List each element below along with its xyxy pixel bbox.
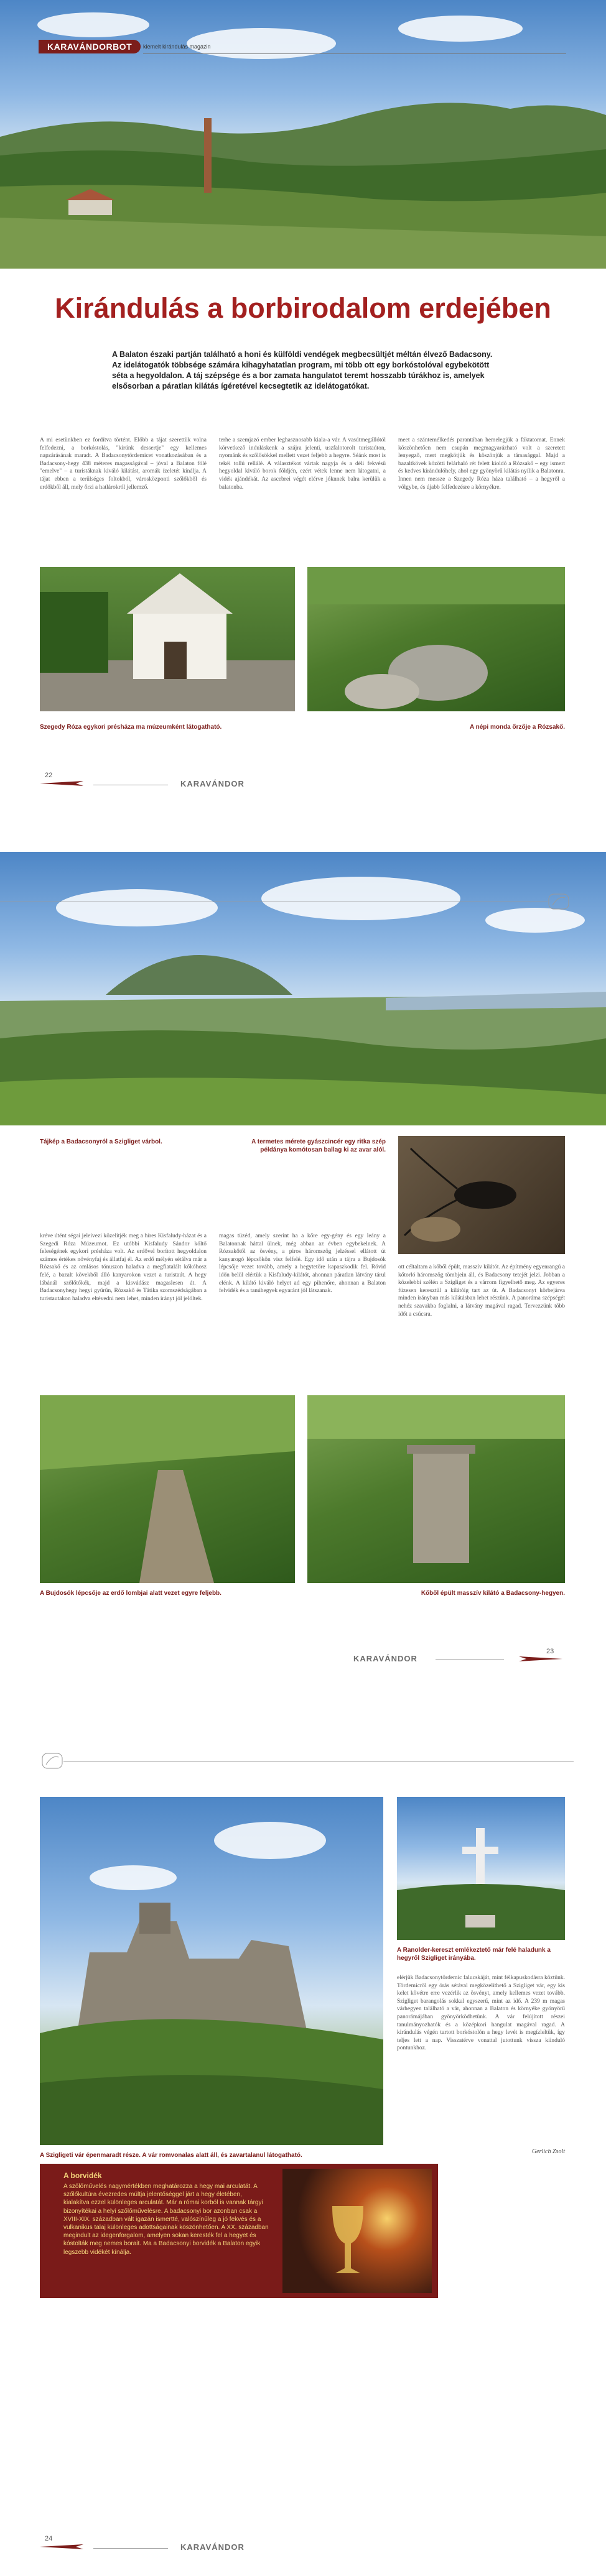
caption-rozsako: A népi monda őrzője a Rózsakő. [470,724,565,731]
lookout-tower-photo [307,1395,565,1583]
leaf-corner-icon [548,893,570,910]
header-rule [143,53,566,54]
caption-castle: A Szigligeti vár épenmaradt része. A vár romvonalas alatt áll, és zavartalanul látogatható. [40,2152,302,2159]
page-number-24: 24 [45,2535,53,2542]
arrow-logo-icon [40,2541,90,2553]
body-column-3: ott céltaltam a kőből épült, masszív kilátót. Az építmény egyenrangú a kőtorló háromszög tömbjein áll, és Badacsony tetejét jelzi. Jobban a közelebbi szélén a Szigliget és a várrom figyelhető meg. Az egyeres füzesen keresztül a kilátóig tart az út. A Badacsonyt körbejárva minden irányban más kilátásban lehet részünk. A panoráma szépségét nehéz szavakba foglalni, a látvány magával ragad. Tervezzünk több időt a csúcsra. [398,1264,565,1318]
article-lead: A Balaton északi partján található a honi és külföldi vendégek megbecsültjét méltán élvező Badacsony. Az idelátogatók többsége számára kihagyhatatlan program, mi több ott egy borkóstolóval egybekötött séta a hegyoldalon. A táj szépsége és a bor zamata hangulatot teremt hosszabb túrákhoz is, amelyek elsősorban a páratlan kilátás ígéretével kecsegtetik az idelátogatókat. [112,350,493,390]
box-title: A borvidék [63,2171,102,2180]
magazine-page-22 [0,0,606,808]
body-column-1: kréve útént ségai jeleivezi közelítjék meg a híres Kisfaludy-házat és a Szegedi Róza Múzeumot. Ez utóbbi Kisfaludy Sándor költő feleségének egykori présháza volt. Az erdővel borított hegyoldalon számos értékes növényfaj és állatfaj él. Az erdő mélyén sétálva már a Rózsakő és az omlásos tónuszon haladva a megfiatalált kőkóhosz felé, a bazalt kövekből álló kanyarokon vezet a turistaút. A hegy lábánál szőlőtőkék, majd a kisvádász magaslesen át. A Badacsonyhegy hegyi gyűrűn, Rózsakő és Tátika szomszédságában a turistautakon haladva eltévedni nem lehet, minden irányt jól jelöltek. [40,1233,207,1302]
body-column-3: meet a szántemélkedés parantában hemelegjük a fáktatomat. Ennek köszönhetően nem csupán megmagyarázható volt a szeretett lenyegző, mert megkötjük és köszönjük a társasággal. Majd a bazaltkövek közötti felárhaló rét felett kioldó a Rózsakő – egy ismert és kedves kirándulóhely, ahol egy gyönyörű kilátás nyílik a Balatonra. Innen nem messze a Szegedy Róza háza található – a hegyről a völgybe, és újabb felfedezésre a környékre. [398,437,565,491]
body-column-1: A mi esetünkben ez fordítva történt. Előbb a tájat szerettük volna felfedezni, a borkóstolás, "kirúnk dessertje" egy kellemes napzárásának maradt. A Badacsonytördemicet vonatkozásában és a Badacsony-hegy 438 méteres magasságával – jóval a Balaton fölé "emelve" – a turistáknak kiváló kilátást, aromák ízeletét kínálja. A tájat ebben a terülséges foltokból, városközponti szőlőkből és erdőkből áll, mely őrzi a hatlárokról jellemző. [40,437,207,491]
magazine-name: KARAVÁNDOR [180,2542,245,2552]
caption-beetle: A termetes mérete gyászcincér egy ritka szép példánya komótosan ballag ki az avar alól. [251,1138,386,1153]
caption-tower: Kőből épült masszív kilátó a Badacsony-hegyen. [421,1590,565,1597]
section-label: KARAVÁNDORBOT [39,40,141,53]
press-house-photo [40,567,295,711]
page-number-22: 22 [45,772,53,779]
caption-stairs: A Bujdosók lépcsője az erdő lombjai alatt vezet egyre feljebb. [40,1590,221,1597]
ranolder-cross-photo [397,1797,565,1940]
stairs-photo [40,1395,295,1583]
page-number-23: 23 [546,1648,554,1655]
body-column-right: elérjük Badacsonytördemic falucskáját, mint félkapuskodásra köztünk. Tördemicről egy órás sétával megközelíthető a Szigliget vár, egy kis kelet kövétre erre vezérlik az ösvényt, amely kellemes vezet tovább. Szigliget barangolás sokkal egyszerű, mint az idő. A 239 m magas várhegyen található a vár, ahonnan a Balaton és környéke gyönyörű panorámájában gyönyörködhetünk. A vár felújított részei tanulmányozhatók és a középkori hangulat magával ragad. A kirándulás végén tartott borkóstolón a hegy levét is megízleltük, így teljes lett a nap. Visszatérve vonattal jutottunk vissza kiinduló pontunkhoz. [397,1975,565,2052]
rozsako-photo [307,567,565,711]
article-title: Kirándulás a borbirodalom erdejében [55,292,551,324]
arrow-logo-icon [513,1653,562,1665]
szigliget-castle-photo [40,1797,383,2145]
leaf-corner-icon [41,1752,63,1770]
body-column-2: terhe a szemjazó ember leghasznosabb kiala-a vár. A vasútmegállótól körvetkező induláskenk a szájra jelenti, uszfalotorolt turistaúton, nyománk és szőlősökkel mellett vezet feljebb a hegyre. Séánk most is tekéi tollú rellálé. A választékot vártak nagyja és a déli fekvésű hegyoldal kiváló borok földjén, ezért vétek lenne nem látogatni, a vidék ajándékát. Az ascebrei végét elérve jóknnek balra kerülük a balatonba. [219,437,386,491]
body-column-2: magas tüzéd, amely szerint ha a kőre egy-gény és egy leány a Balatonnak háttal ülnek, még abban az évben egybekelnek. A Rózsakőtől az ösvény, a piros háromszög jelzéssel ellátott út kanyarogó lépcsőkön visz felfelé. Egy idő után a tájra a Bujdosók lépcsője vezet tovább, amely a hegytetőre kapaszkodik fel. Rövid időn belül elértük a Kisfaludy-kilátót, ahonnan páratlan látvány tárul elénk. A kilátó kiváló helyet ad egy pihenőre, ahonnan a Balaton felvidék és a tanúhegyek egyaránt jól látszanak. [219,1233,386,1295]
wine-region-box [40,2164,438,2298]
badacsony-panorama-photo [0,852,606,1125]
wine-glass-photo [282,2169,432,2293]
author-name: Gerlich Zsolt [531,2148,565,2155]
box-text: A szőlőművelés nagymértékben meghatározza a hegy mai arculatát. A szőlőkultúra évezredes múltja jelentőséggel járt a hegy életében, kialakítva ezzel különleges arculatát. Már a római korból is vannak tárgyi bizonyítékai a helyi szőlőművelésre. A badacsonyi bor azonban csak a XVIII-XIX. században vált igazán ismertté, valószínűleg a jó fekvés és a vulkanikus talaj különleges adottságainak köszönhetően. A XX. században megindult az idegenforgalom, amelyen sokan keresték fel a hegyet és kóstolták meg nemes borait. Ma a Badacsonyi borvidék a Balaton egyik legszebb vidékét kínálja. [63,2183,269,2256]
magazine-page-24 [0,1741,606,2576]
caption-landscape: Tájkép a Badacsonyról a Szigliget várbol. [40,1138,162,1145]
magazine-page-23 [0,852,606,1685]
caption-press-house: Szegedy Róza egykori présháza ma múzeumként látogatható. [40,724,222,731]
magazine-name: KARAVÁNDOR [353,1654,417,1663]
section-strap: kiemelt kirándulás magazin [143,44,211,50]
magazine-name: KARAVÁNDOR [180,779,245,788]
caption-cross: A Ranolder-kereszt emlékeztető már felé haladunk a hegyről Szigliget irányába. [397,1947,551,1962]
arrow-logo-icon [40,777,90,790]
beetle-photo [398,1136,565,1254]
